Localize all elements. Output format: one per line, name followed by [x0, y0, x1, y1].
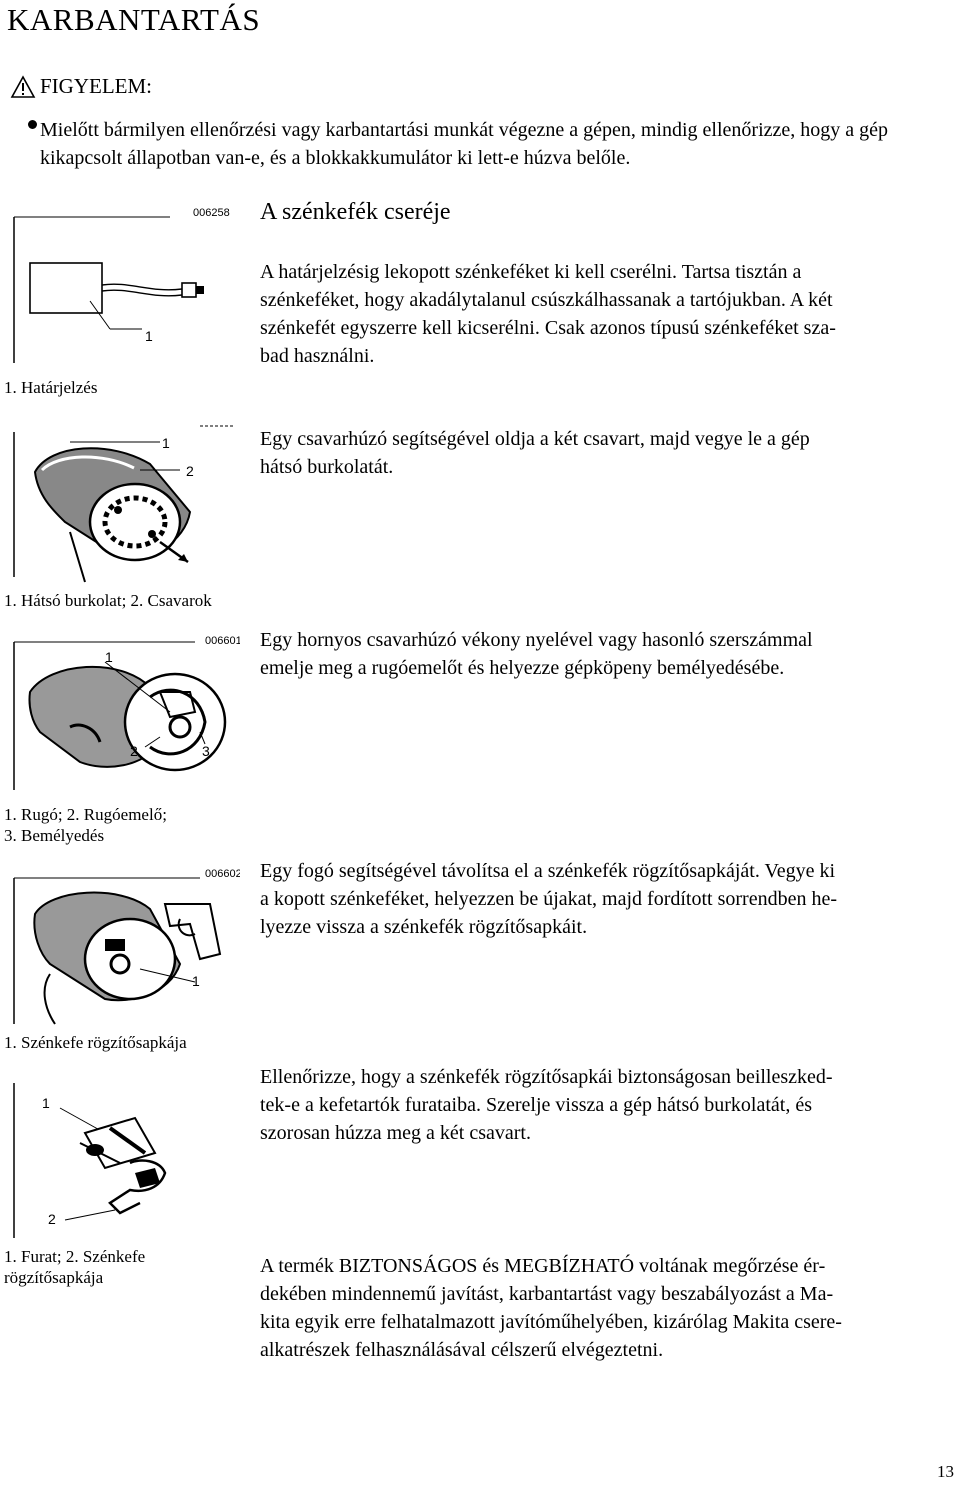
paragraph-safety-service [260, 1252, 842, 1364]
figure-code: 006601 [205, 635, 240, 647]
figure-caption: 1. Szénkefe rögzítősapkája [4, 1033, 187, 1052]
paragraph-line: szénkefét egyszerre kell kicserélni. Csak azonos típusú szénkeféket sza- [260, 317, 836, 339]
paragraph-line: dekében mindennemű javítást, karbantartást vagy beszabályozást a Ma- [260, 1283, 834, 1305]
figure-caption: 1. Határjelzés [4, 378, 98, 397]
callout-1: 1 [145, 328, 153, 344]
caption-line: rögzítősapkája [4, 1268, 104, 1287]
spring-illustration [10, 632, 240, 800]
paragraph-line: Egy hornyos csavarhúzó vékony nyelével vagy hasonló szerszámmal [260, 629, 813, 651]
figure-caption [4, 1246, 145, 1288]
callout-2: 2 [48, 1211, 56, 1227]
paragraph-brush-wear [260, 258, 836, 370]
paragraph-check-caps [260, 1063, 833, 1147]
warning-text: Mielőtt bármilyen ellenőrzési vagy karbantartási munkát végezne a gépen, mindig ellenőrizze, hogy a gép kikapcsolt állapotban van-e, és a blokkakkumulátor ki lett-e húzva belőle. [40, 119, 889, 169]
bullet-icon [28, 120, 37, 129]
callout-1: 1 [105, 649, 113, 665]
paragraph-line: A termék BIZTONSÁGOS és MEGBÍZHATÓ voltának megőrzése ér- [260, 1255, 826, 1277]
paragraph-replace-brushes [260, 857, 837, 941]
figure-caption: 1. Hátsó burkolat; 2. Csavarok [4, 591, 212, 610]
paragraph-line: Egy csavarhúzó segítségével oldja a két csavart, majd vegye le a gép [260, 428, 810, 450]
figure-caption [4, 804, 167, 846]
paragraph-line: a kopott szénkeféket, helyezzen be újakat, majd fordított sorrendben he- [260, 888, 837, 910]
paragraph-line: A határjelzésig lekopott szénkeféket ki kell cserélni. Tartsa tisztán a [260, 261, 802, 283]
figure-code: 006258 [193, 207, 230, 219]
caption-line: 1. Rugó; 2. Rugóemelő; [4, 805, 167, 824]
warning-triangle-icon [10, 75, 36, 99]
warning-label: FIGYELEM: [40, 74, 152, 98]
figure-brush-limit [10, 203, 240, 373]
figure-brush-cap [10, 864, 240, 1029]
paragraph-line: Egy fogó segítségével távolítsa el a szénkefék rögzítősapkáját. Vegye ki [260, 860, 835, 882]
paragraph-remove-cover [260, 425, 810, 481]
page-title: KARBANTARTÁS [7, 2, 261, 37]
figure-hole-cap [10, 1078, 240, 1243]
rear-cover-illustration [10, 422, 240, 587]
caption-line: 1. Furat; 2. Szénkefe [4, 1247, 146, 1266]
section-heading: A szénkefék cseréje [260, 199, 451, 225]
figure-code: 006602 [205, 868, 240, 880]
callout-3: 3 [202, 743, 210, 759]
callout-2: 2 [186, 463, 194, 479]
callout-1: 1 [162, 435, 170, 451]
paragraph-line: emelje meg a rugóemelőt és helyezze gépköpeny bemélyedésébe. [260, 657, 785, 679]
figure-rear-cover [10, 422, 240, 587]
caption-line: 3. Bemélyedés [4, 826, 105, 845]
figure-spring [10, 632, 240, 800]
hole-cap-illustration [10, 1078, 240, 1243]
callout-1: 1 [192, 973, 200, 989]
warning-header [10, 74, 152, 99]
paragraph-line: lyezze vissza a szénkefék rögzítősapkáit. [260, 916, 588, 938]
page-number: 13 [937, 1462, 954, 1481]
paragraph-line: bad használni. [260, 345, 375, 367]
brush-limit-illustration [10, 203, 240, 373]
paragraph-line: tek-e a kefetartók furataiba. Szerelje vissza a gép hátsó burkolatát, és [260, 1094, 812, 1116]
paragraph-line: szorosan húzza meg a két csavart. [260, 1122, 531, 1144]
paragraph-line: kita egyik erre felhatalmazott javítóműhelyében, kizárólag Makita csere- [260, 1311, 842, 1333]
paragraph-line: hátsó burkolatát. [260, 456, 394, 478]
paragraph-line: alkatrészek felhasználásával célszerű elvégeztetni. [260, 1339, 664, 1361]
paragraph-line: szénkeféket, hogy akadálytalanul csúszkálhassanak a tartójukban. A két [260, 289, 833, 311]
brush-cap-illustration [10, 864, 240, 1029]
paragraph-line: Ellenőrizze, hogy a szénkefék rögzítősapkái biztonságosan beilleszked- [260, 1066, 833, 1088]
callout-2: 2 [130, 743, 138, 759]
paragraph-lift-spring [260, 626, 813, 682]
callout-1: 1 [42, 1095, 50, 1111]
